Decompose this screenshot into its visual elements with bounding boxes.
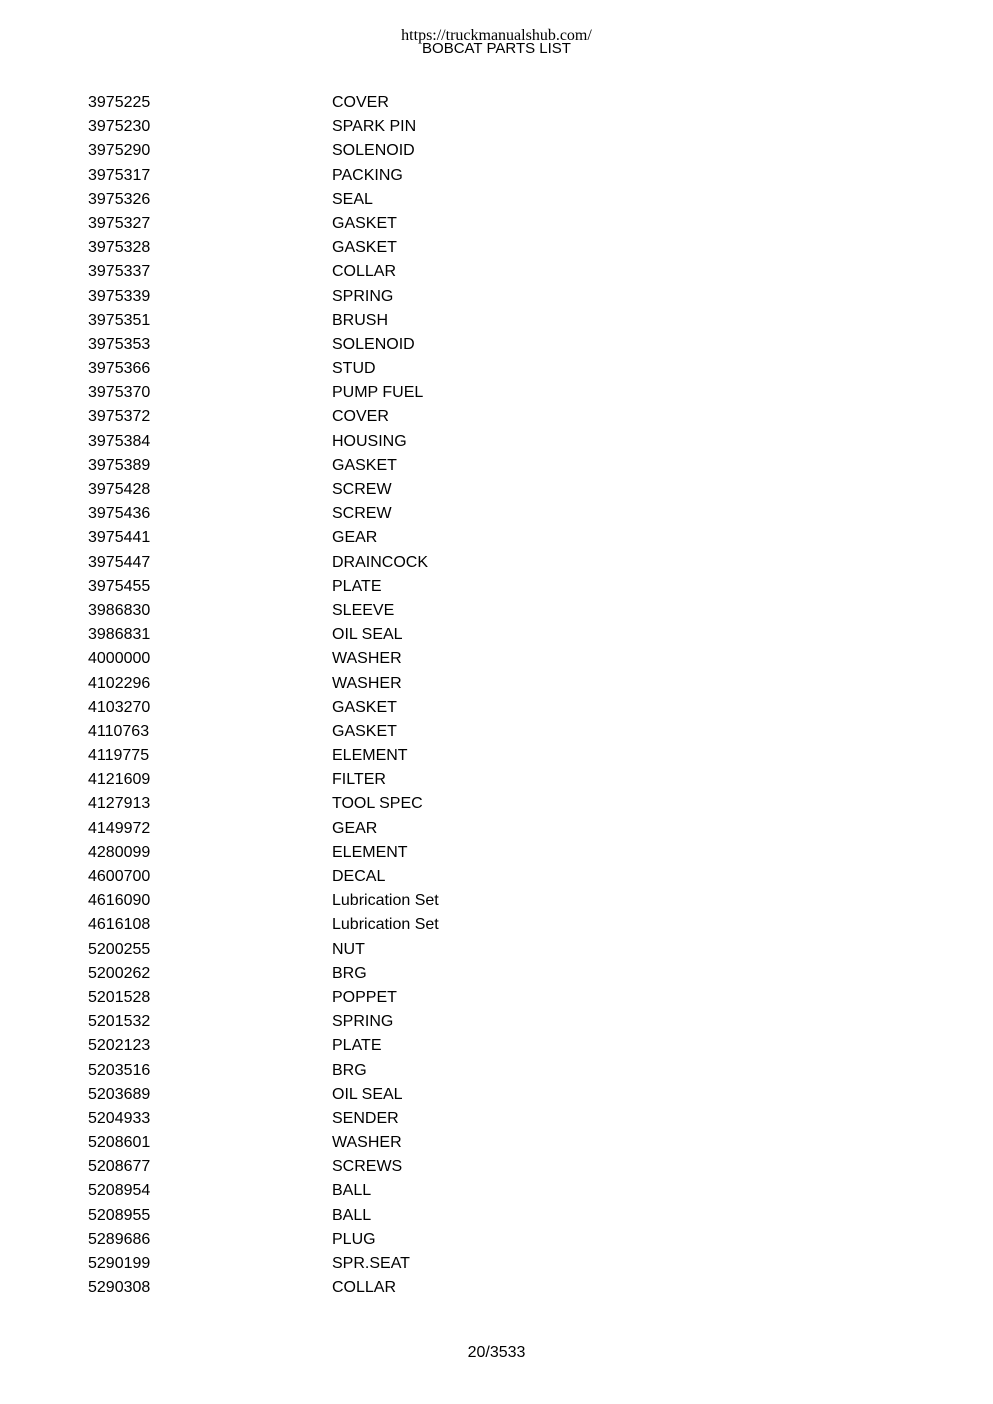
parts-row xyxy=(88,986,688,1010)
parts-row xyxy=(88,865,688,889)
part-number: 5200255 xyxy=(88,940,151,958)
parts-row xyxy=(88,502,688,526)
part-number: 4000000 xyxy=(88,650,151,668)
part-description: Lubrication Set xyxy=(332,916,439,934)
part-description: OIL SEAL xyxy=(332,1085,403,1103)
part-number: 5200262 xyxy=(88,964,151,982)
parts-row xyxy=(88,526,688,550)
part-description: PLATE xyxy=(332,577,382,595)
parts-row xyxy=(88,139,688,163)
parts-row xyxy=(88,1034,688,1058)
part-description: COLLAR xyxy=(332,263,397,281)
parts-row xyxy=(88,1276,688,1300)
part-number: 4103270 xyxy=(88,698,151,716)
part-description: POPPET xyxy=(332,988,397,1006)
parts-row xyxy=(88,188,688,212)
part-description: GASKET xyxy=(332,722,397,740)
parts-row xyxy=(88,212,688,236)
part-number: 3975372 xyxy=(88,408,151,426)
part-number: 5201532 xyxy=(88,1013,151,1031)
part-description: PUMP FUEL xyxy=(332,384,424,402)
parts-row xyxy=(88,551,688,575)
part-description: SOLENOID xyxy=(332,335,415,353)
parts-row xyxy=(88,1059,688,1083)
part-number: 5202123 xyxy=(88,1037,151,1055)
part-description: SPRING xyxy=(332,1013,394,1031)
part-description: DRAINCOCK xyxy=(332,553,429,571)
part-number: 3975327 xyxy=(88,214,151,232)
part-description: BRG xyxy=(332,964,367,982)
part-number: 3975370 xyxy=(88,384,151,402)
part-number: 3975225 xyxy=(88,94,151,111)
part-number: 3986830 xyxy=(88,601,151,619)
part-description: WASHER xyxy=(332,1134,402,1152)
part-number: 4119775 xyxy=(88,747,150,765)
part-description: SCREW xyxy=(332,481,392,498)
part-description: WASHER xyxy=(332,674,402,692)
part-number: 3975328 xyxy=(88,239,151,257)
part-number: 3975337 xyxy=(88,263,151,281)
part-number: 5289686 xyxy=(88,1230,151,1248)
part-description: ELEMENT xyxy=(332,843,408,861)
part-number: 4149972 xyxy=(88,819,151,837)
part-description: PLUG xyxy=(332,1230,376,1248)
parts-row xyxy=(88,1228,688,1252)
part-number: 5208601 xyxy=(88,1134,151,1152)
part-number: 3975366 xyxy=(88,360,151,378)
part-number: 4127913 xyxy=(88,795,151,813)
part-description: GASKET xyxy=(332,698,397,716)
parts-row xyxy=(88,1010,688,1034)
parts-row xyxy=(88,1179,688,1203)
part-description: PACKING xyxy=(332,166,403,184)
parts-row xyxy=(88,309,688,333)
part-description: GASKET xyxy=(332,239,397,257)
part-description: SEAL xyxy=(332,190,373,208)
part-description: NUT xyxy=(332,940,365,958)
part-description: BALL xyxy=(332,1206,372,1224)
part-number: 5208955 xyxy=(88,1206,151,1224)
part-description: DECAL xyxy=(332,868,386,885)
part-description: BRUSH xyxy=(332,311,389,329)
parts-row xyxy=(88,430,688,454)
parts-row xyxy=(88,260,688,284)
part-number: 3975455 xyxy=(88,577,151,595)
parts-row xyxy=(88,938,688,962)
part-number: 3975326 xyxy=(88,190,151,208)
part-number: 3975290 xyxy=(88,142,151,160)
part-number: 5208954 xyxy=(88,1182,151,1200)
part-description: GEAR xyxy=(332,819,378,837)
part-number: 4102296 xyxy=(88,674,151,692)
part-number: 3975447 xyxy=(88,553,151,571)
part-number: 3986831 xyxy=(88,626,151,644)
part-number: 3975441 xyxy=(88,529,151,547)
part-description: SCREWS xyxy=(332,1158,403,1176)
part-number: 3975384 xyxy=(88,432,151,450)
parts-row xyxy=(88,285,688,309)
parts-row xyxy=(88,1204,688,1228)
parts-row xyxy=(88,889,688,913)
part-description: GEAR xyxy=(332,529,378,547)
part-description: SENDER xyxy=(332,1109,399,1127)
part-description: GASKET xyxy=(332,214,397,232)
parts-row xyxy=(88,357,688,381)
part-description: SCREW xyxy=(332,505,392,523)
parts-row xyxy=(88,1083,688,1107)
header-url: https://truckmanualshub.com/ xyxy=(401,27,592,44)
parts-row xyxy=(88,623,688,647)
parts-row xyxy=(88,744,688,768)
parts-row xyxy=(88,1107,688,1131)
part-description: PLATE xyxy=(332,1037,382,1055)
part-number: 5203516 xyxy=(88,1061,151,1079)
parts-row xyxy=(88,575,688,599)
parts-row xyxy=(88,164,688,188)
parts-row xyxy=(88,236,688,260)
parts-row xyxy=(88,962,688,986)
part-number: 3975339 xyxy=(88,287,151,305)
part-number: 4600700 xyxy=(88,868,151,885)
part-number: 4121609 xyxy=(88,771,151,789)
part-number: 3975389 xyxy=(88,456,151,474)
parts-row xyxy=(88,817,688,841)
part-number: 3975317 xyxy=(88,166,151,184)
part-description: WASHER xyxy=(332,650,402,668)
part-description: STUD xyxy=(332,360,376,378)
part-number: 3975230 xyxy=(88,118,151,136)
parts-row xyxy=(88,115,688,139)
part-description: Lubrication Set xyxy=(332,892,439,910)
part-description: BALL xyxy=(332,1182,372,1200)
page-number: 20/3533 xyxy=(467,1344,526,1361)
part-number: 5203689 xyxy=(88,1085,151,1103)
part-number: 5290199 xyxy=(88,1255,151,1272)
part-description: FILTER xyxy=(332,771,386,789)
parts-row xyxy=(88,599,688,623)
part-number: 3975428 xyxy=(88,481,151,498)
part-number: 5204933 xyxy=(88,1109,151,1127)
part-description: COVER xyxy=(332,408,389,426)
parts-row xyxy=(88,696,688,720)
part-number: 4616108 xyxy=(88,916,151,934)
parts-row xyxy=(88,768,688,792)
parts-row xyxy=(88,913,688,937)
parts-row xyxy=(88,647,688,671)
document-title: BOBCAT PARTS LIST xyxy=(422,40,571,57)
part-number: 5208677 xyxy=(88,1158,151,1176)
parts-row xyxy=(88,672,688,696)
parts-row xyxy=(88,1131,688,1155)
parts-row xyxy=(88,454,688,478)
parts-row xyxy=(88,381,688,405)
parts-row xyxy=(88,720,688,744)
parts-row xyxy=(88,478,688,502)
parts-row xyxy=(88,1252,688,1276)
part-description: COVER xyxy=(332,94,389,111)
part-description: HOUSING xyxy=(332,432,407,450)
parts-list xyxy=(88,91,688,1300)
parts-row xyxy=(88,841,688,865)
part-description: BRG xyxy=(332,1061,367,1079)
parts-row xyxy=(88,792,688,816)
part-number: 4616090 xyxy=(88,892,151,910)
part-description: TOOL SPEC xyxy=(332,795,423,813)
part-description: SPR.SEAT xyxy=(332,1255,410,1272)
part-description: SLEEVE xyxy=(332,601,395,619)
part-number: 4110763 xyxy=(88,722,150,740)
part-description: OIL SEAL xyxy=(332,626,403,644)
parts-row xyxy=(88,1155,688,1179)
part-number: 5201528 xyxy=(88,988,151,1006)
parts-row xyxy=(88,91,688,115)
part-description: ELEMENT xyxy=(332,747,408,765)
part-number: 3975436 xyxy=(88,505,151,523)
part-number: 5290308 xyxy=(88,1279,151,1297)
parts-row xyxy=(88,333,688,357)
parts-row xyxy=(88,405,688,429)
part-number: 3975351 xyxy=(88,311,151,329)
part-description: COLLAR xyxy=(332,1279,397,1297)
part-description: SPRING xyxy=(332,287,394,305)
part-number: 3975353 xyxy=(88,335,151,353)
part-number: 4280099 xyxy=(88,843,151,861)
part-description: GASKET xyxy=(332,456,397,474)
part-description: SOLENOID xyxy=(332,142,415,160)
part-description: SPARK PIN xyxy=(332,118,417,136)
